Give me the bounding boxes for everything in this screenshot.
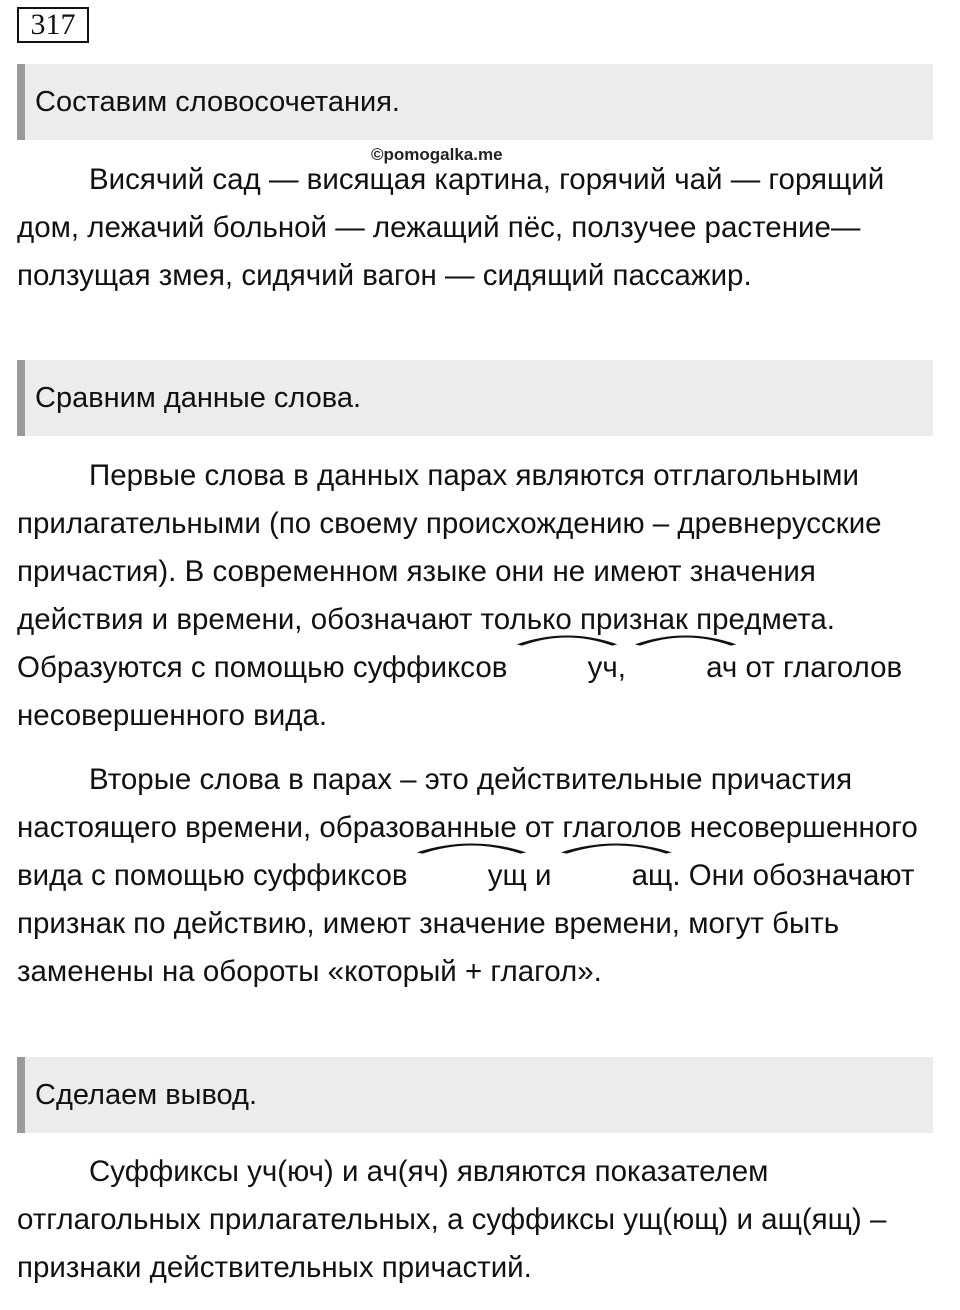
suffix-ashch: ащ xyxy=(560,852,673,900)
section-heading-3: Сделаем вывод. xyxy=(17,1057,933,1133)
paragraph-2: Первые слова в данных парах являются отглагольными прилагательными (по своему происхождению – древнерусские причастия). В современном языке они не имеют значения действия и времени, обозначают только признак предмета. Образуются с помощью суффиксов уч, ач от глаголов несовершенного вида. xyxy=(17,459,903,732)
paragraph-2-tail: от глаголов несовершенного вида. xyxy=(17,651,903,732)
suffix-arc-icon xyxy=(516,630,618,646)
suffix-arc-icon xyxy=(634,630,737,646)
paragraph-3: Вторые слова в парах – это действительные причастия настоящего времени, образованные от глаголов несовершенного вида с помощью суффиксов ущ и ащ. Они обозначают признак по действию, имеют значение времени, могут быть заменены на обороты «который + глагол». xyxy=(17,763,918,988)
paragraph-3-tail: . Они обозначают признак по действию, имеют значение времени, могут быть заменены на обороты «который + глагол». xyxy=(17,859,915,988)
suffix-arc-icon xyxy=(560,838,673,854)
suffix-ach: ач xyxy=(634,644,737,692)
suffix-arc-icon xyxy=(416,838,527,854)
suffix-uch: уч xyxy=(516,644,618,692)
paragraph-3-text: Вторые слова в парах – это действительные причастия настоящего времени, образованные от глаголов несовершенного вида с помощью суффиксов xyxy=(17,763,918,892)
paragraph-4: Суффиксы уч(юч) и ач(яч) являются показателем отглагольных прилагательных, а суффиксы ущ(ющ) и ащ(ящ) – признаки действительных причастий. xyxy=(17,1155,887,1284)
paragraph-1: Висячий сад — висящая картина, горячий чай — горящий дом, лежачий больной — лежащий пёс, ползучее растение— ползущая змея, сидячий вагон — сидящий пассажир. xyxy=(17,163,885,292)
task-number: 317 xyxy=(17,7,89,43)
suffix-ushch: ущ xyxy=(416,852,527,900)
section-heading-2: Сравним данные слова. xyxy=(17,360,933,436)
watermark: ©pomogalka.me xyxy=(371,145,503,164)
section-heading-1: Составим словосочетания. xyxy=(17,64,933,140)
paragraph-2-text: Первые слова в данных парах являются отглагольными прилагательными (по своему происхождению – древнерусские причастия). В современном языке они не имеют значения действия и времени, обозначают только признак предмета. Образуются с помощью суффиксов xyxy=(17,459,882,684)
